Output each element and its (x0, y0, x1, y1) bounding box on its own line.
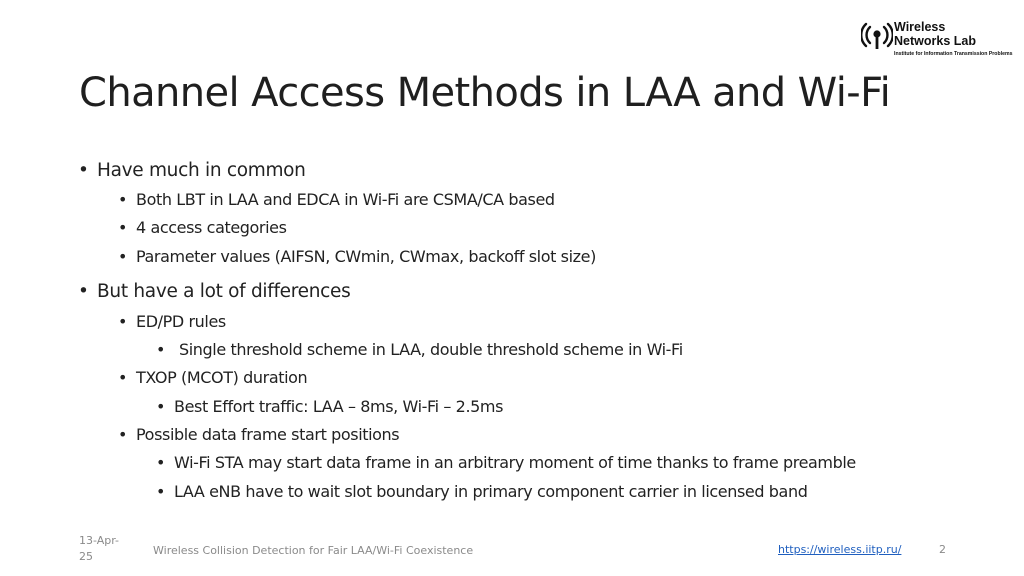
slide-title: Channel Access Methods in LAA and Wi-Fi (79, 70, 891, 116)
footer-date: 13-Apr-25 (79, 534, 120, 563)
logo-name-line2: Networks Lab (894, 34, 976, 48)
logo-name (894, 20, 976, 48)
bullet-item: • Have much in common (97, 160, 306, 181)
bullet-item: • LAA eNB have to wait slot boundary in primary component carrier in licensed band (174, 482, 807, 501)
bullet-item: • Wi-Fi STA may start data frame in an arbitrary moment of time thanks to frame preamble (174, 453, 856, 472)
bullet-item: • Both LBT in LAA and EDCA in Wi-Fi are CSMA/CA based (136, 190, 555, 209)
bullet-item: • Parameter values (AIFSN, CWmin, CWmax, backoff slot size) (136, 247, 596, 266)
logo-tagline: Institute for Information Transmission Problems (894, 51, 1013, 57)
bullet-item: • But have a lot of differences (97, 281, 350, 302)
bullet-item: • 4 access categories (136, 218, 287, 237)
logo-name-line1: Wireless (894, 20, 946, 34)
footer-title: Wireless Collision Detection for Fair LAA/Wi-Fi Coexistence (153, 544, 474, 557)
antenna-icon (861, 22, 893, 52)
bullet-item: • Best Effort traffic: LAA – 8ms, Wi-Fi – 2.5ms (174, 397, 503, 416)
bullet-item: • TXOP (MCOT) duration (136, 368, 307, 387)
bullet-item: • Possible data frame start positions (136, 425, 399, 444)
bullet-item: • Single threshold scheme in LAA, double threshold scheme in Wi-Fi (179, 340, 683, 359)
page-number: 2 (939, 543, 946, 556)
bullet-item: • ED/PD rules (136, 312, 226, 331)
lab-logo (861, 20, 1011, 62)
footer-website-link[interactable]: https://wireless.iitp.ru/ (778, 543, 902, 556)
